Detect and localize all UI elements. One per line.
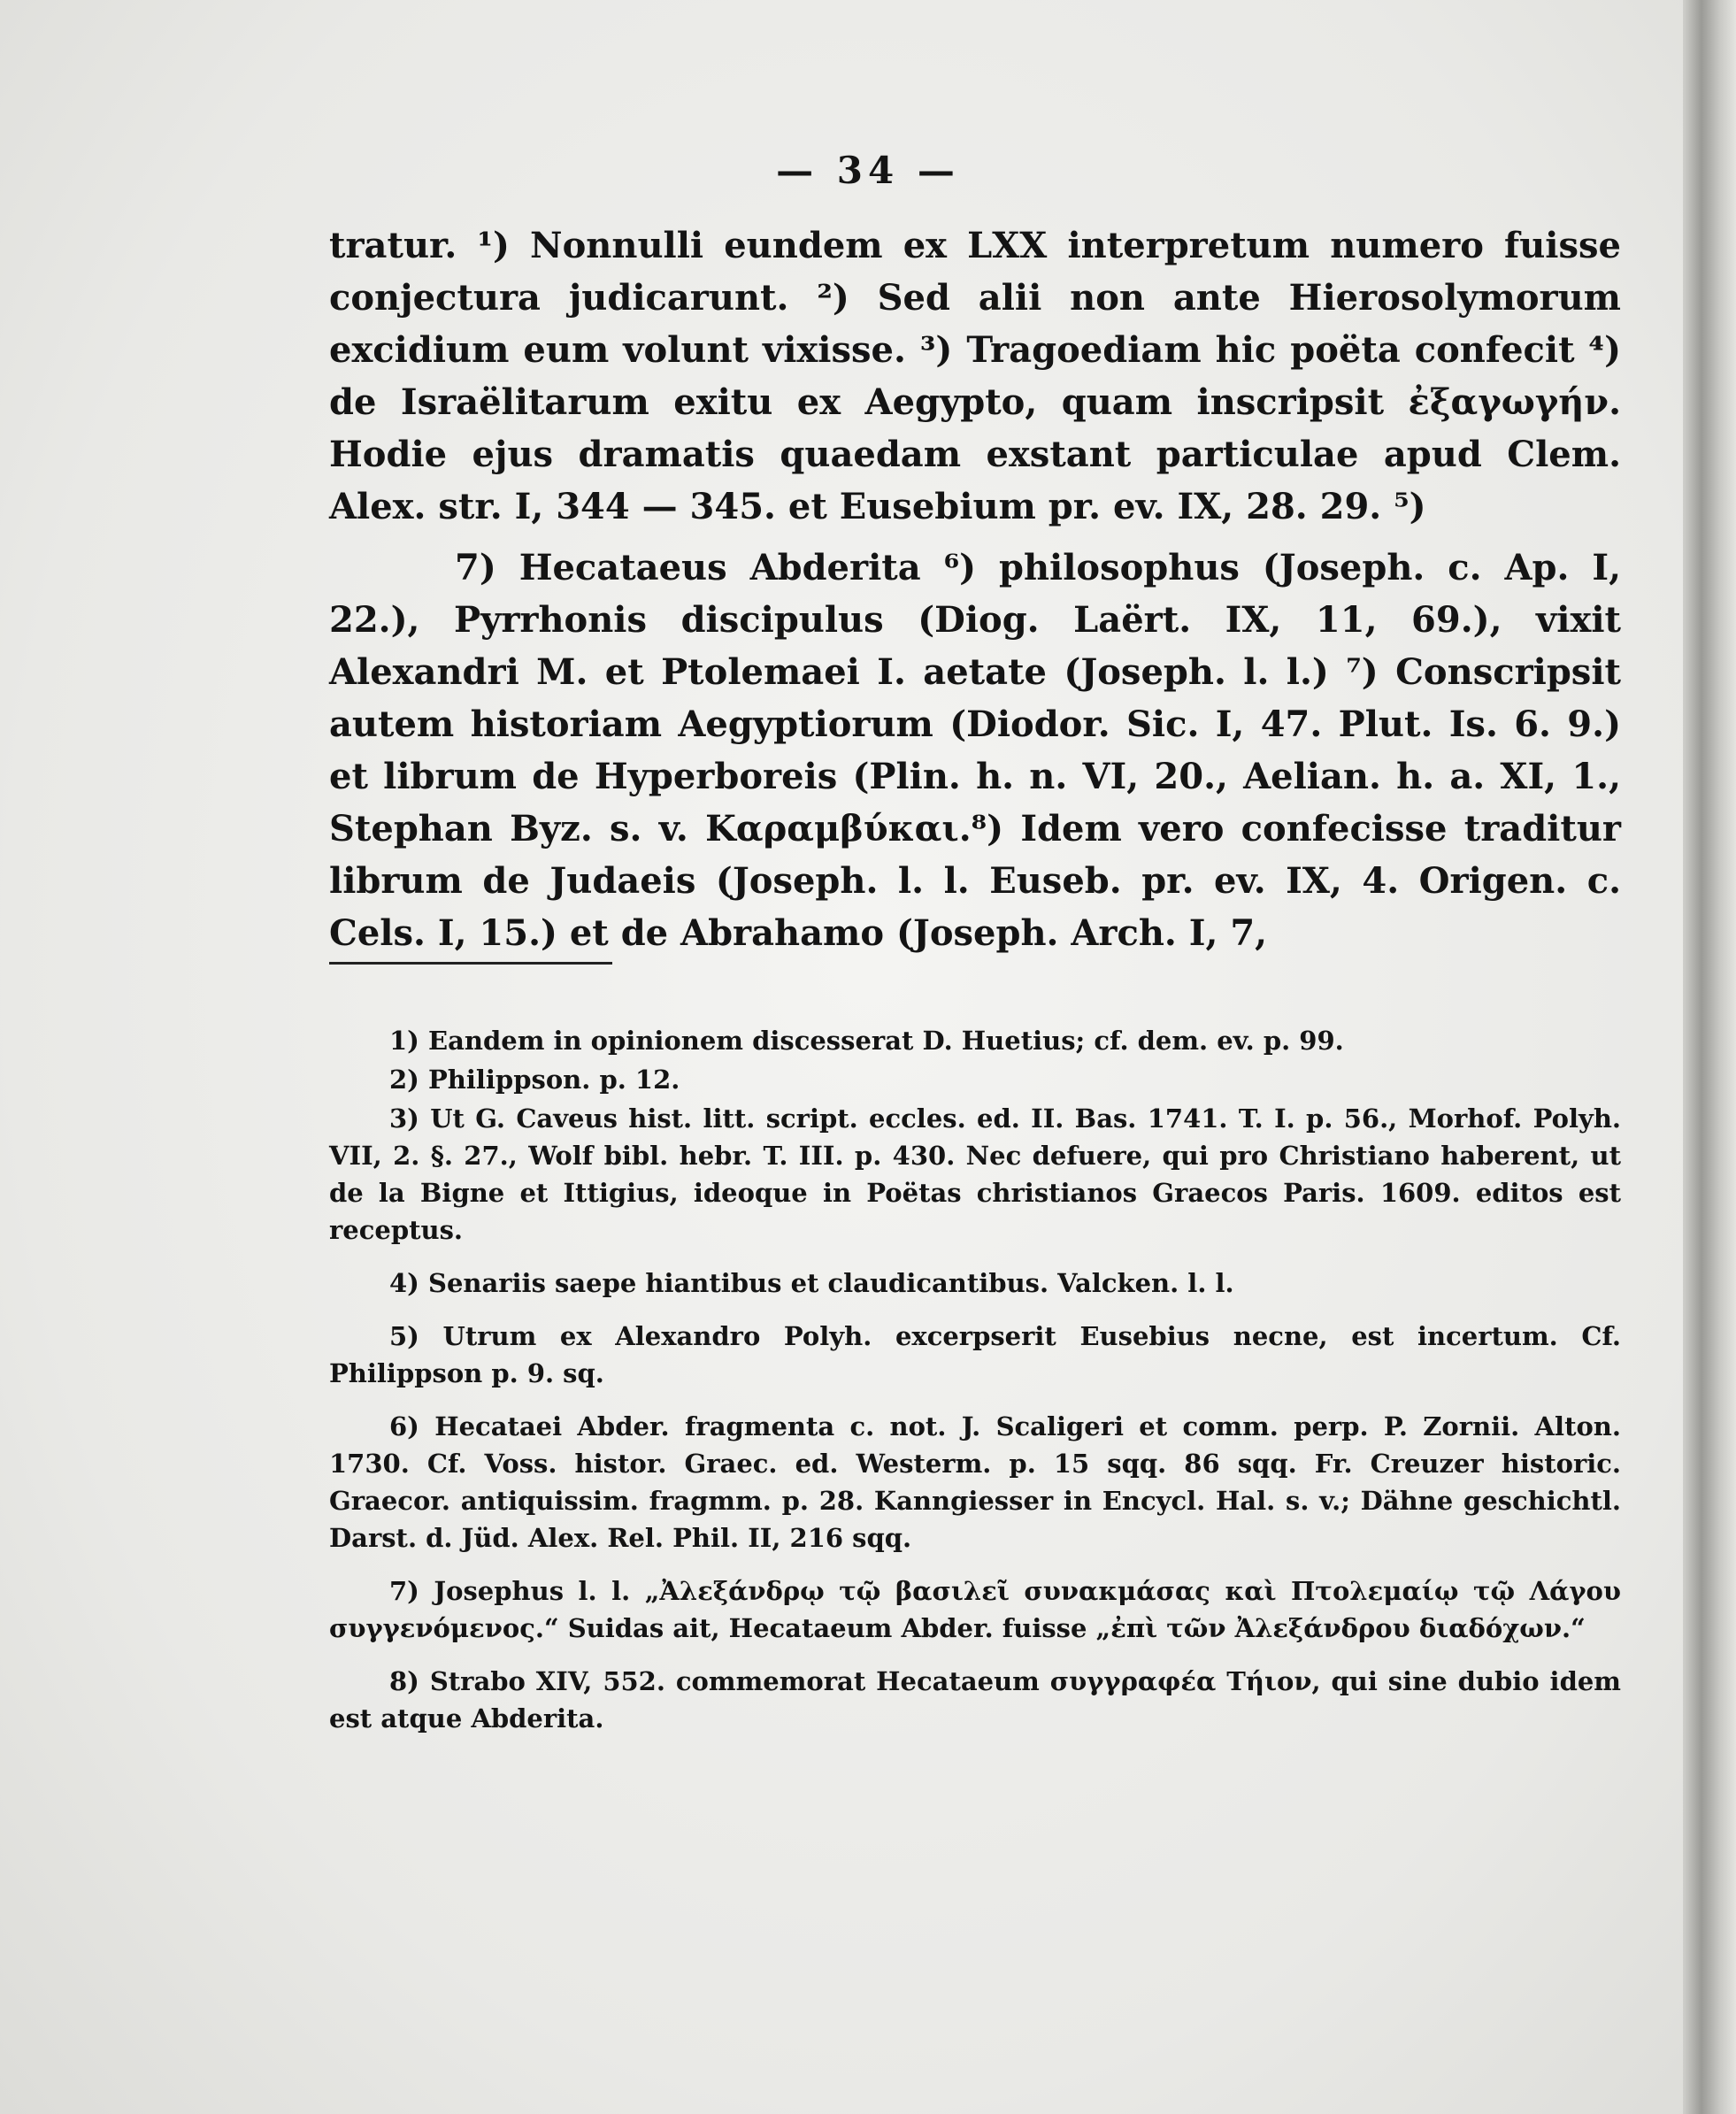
paragraph-text: tratur. ¹) Nonnulli eundem ex LXX interpretum numero fuisse conjectura judicarunt. ²) Sed alii non ante Hierosolymorum excidium eum volunt vixisse. ³) Tragoediam hic poëta confecit ⁴) de Israëlitarum exitu ex Aegypto, quam inscripsit ἐξαγωγήν. Hodie ejus dramatis quaedam exstant particulae apud Clem. Alex. str. I, 344 — 345. et Eusebium pr. ev. IX, 28. 29. ⁵) <box>329 225 1621 527</box>
main-text-paragraph-1 <box>329 219 1621 533</box>
page-gutter <box>1683 0 1736 2114</box>
footnote-7: 7) Josephus l. l. „Ἀλεξάνδρῳ τῷ βασιλεῖ συνακμάσας καὶ Πτολεμαίῳ τῷ Λάγου συγγενόμενος.“ Suidas ait, Hecataeum Abder. fuisse „ἐπὶ τῶν Ἀλεξάνδρου διαδόχων.“ <box>329 1576 1621 1643</box>
footnote-3: 3) Ut G. Caveus hist. litt. script. eccles. ed. II. Bas. 1741. T. I. p. 56., Morhof. Polyh. VII, 2. §. 27., Wolf bibl. hebr. T. III. p. 430. Nec defuere, qui pro Christiano haberent, ut de la Bigne et Ittigius, ideoque in Poëtas christianos Graecos Paris. 1609. editos est receptus. <box>329 1103 1621 1245</box>
footnote-5: 5) Utrum ex Alexandro Polyh. excerpserit Eusebius necne, est incertum. Cf. Philippson p. 9. sq. <box>329 1321 1621 1388</box>
footnote-1: 1) Eandem in opinionem discesserat D. Huetius; cf. dem. ev. p. 99. <box>389 1026 1344 1056</box>
footnote-separator <box>329 962 612 965</box>
page-number: — 34 — <box>776 149 960 192</box>
main-text-paragraph-2 <box>329 542 1621 959</box>
footnote-2: 2) Philippson. p. 12. <box>389 1065 680 1095</box>
paragraph-text: 7) Hecataeus Abderita ⁶) philosophus (Joseph. c. Ap. I, 22.), Pyrrhonis discipulus (Diog. Laërt. IX, 11, 69.), vixit Alexandri M. et Ptolemaei I. aetate (Joseph. l. l.) ⁷) Conscripsit autem historiam Aegyptiorum (Diodor. Sic. I, 47. Plut. Is. 6. 9.) et librum de Hyperboreis (Plin. h. n. VI, 20., Aelian. h. a. XI, 1., Stephan Byz. s. v. Καραμβύκαι.⁸) Idem vero confecisse traditur librum de Judaeis (Joseph. l. l. Euseb. pr. ev. IX, 4. Origen. c. Cels. I, 15.) et de Abrahamo (Joseph. Arch. I, 7, <box>329 547 1621 954</box>
footnote-8: 8) Strabo XIV, 552. commemorat Hecataeum συγγραφέα Τήιον, qui sine dubio idem est atque Abderita. <box>329 1666 1621 1733</box>
footnotes <box>329 1022 1621 1753</box>
footnote-4: 4) Senariis saepe hiantibus et claudicantibus. Valcken. l. l. <box>389 1268 1234 1298</box>
footnote-6: 6) Hecataei Abder. fragmenta c. not. J. Scaligeri et comm. perp. P. Zornii. Alton. 1730. Cf. Voss. histor. Graec. ed. Westerm. p. 15 sqq. 86 sqq. Fr. Creuzer historic. Graecor. antiquissim. fragmm. p. 28. Kanngiesser in Encycl. Hal. s. v.; Dähne geschichtl. Darst. d. Jüd. Alex. Rel. Phil. II, 216 sqq. <box>329 1411 1621 1553</box>
